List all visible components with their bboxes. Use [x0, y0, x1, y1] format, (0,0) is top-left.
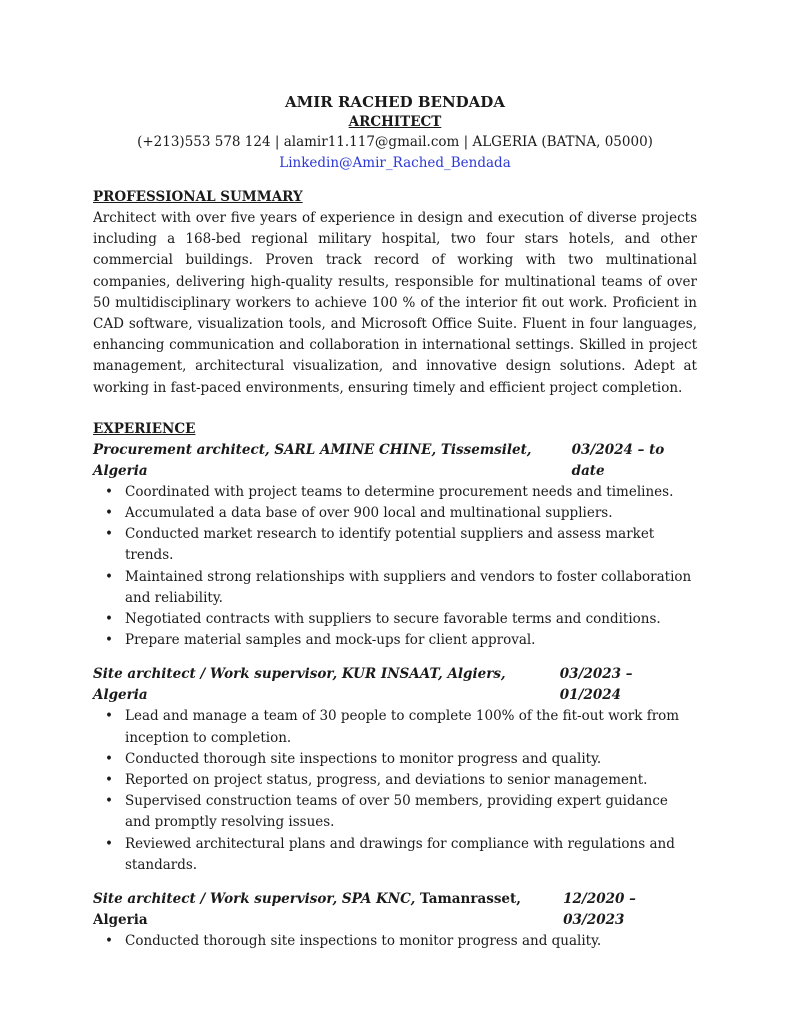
job-entry [93, 440, 697, 652]
candidate-name: AMIR RACHED BENDADA [285, 93, 505, 111]
list-item: • Accumulated a data base of over 900 local and multinational suppliers. [125, 503, 697, 524]
job-dates: 12/2020 – 03/2023 [563, 891, 636, 929]
resume-header [93, 92, 697, 174]
job-title: ARCHITECT [348, 114, 442, 130]
summary-text: Architect with over five years of experience in design and execution of diverse projects including a 168-bed regional military hospital, two four stars hotels, and other commercial buildings. Proven track record of working with two multinational companies, delivering high-quality results, responsible for multinational teams of over 50 multidisciplinary workers to achieve 100 % of the interior fit out work. Proficient in CAD software, visualization tools, and Microsoft Office Suite. Fluent in four languages, enhancing communication and collaboration in international settings. Skilled in project management, architectural visualization, and innovative design solutions. Adept at working in fast-paced environments, ensuring timely and efficient project completion. [93, 210, 697, 396]
job-dates: 03/2023 – 01/2024 [559, 666, 633, 704]
list-item: • Supervised construction teams of over 50 members, providing expert guidance and promptly resolving issues. [125, 791, 697, 833]
list-item: • Lead and manage a team of 30 people to complete 100% of the fit-out work from inception to completion. [125, 706, 697, 748]
summary-section [93, 187, 697, 399]
job-bullets [93, 706, 697, 876]
job-header [93, 889, 697, 931]
resume-page [93, 92, 697, 952]
list-item: • Conducted market research to identify potential suppliers and assess market trends. [125, 524, 697, 566]
job-role-company: Site architect / Work supervisor, KUR INSAAT, Algiers, Algeria [93, 666, 506, 704]
contact-line: (+213)553 578 124 | alamir11.117@gmail.com | ALGERIA (BATNA, 05000) [137, 134, 653, 150]
job-dates: 03/2024 – to date [571, 441, 665, 479]
job-entry [93, 889, 697, 952]
list-item: • Conducted thorough site inspections to monitor progress and quality. [125, 931, 697, 952]
job-header [93, 664, 697, 706]
list-item: • Reported on project status, progress, and deviations to senior management. [125, 770, 697, 791]
job-bullets [93, 482, 697, 652]
list-item: • Maintained strong relationships with suppliers and vendors to foster collaboration and reliability. [125, 567, 697, 609]
linkedin-link[interactable]: Linkedin@Amir_Rached_Bendada [279, 155, 511, 171]
experience-heading: EXPERIENCE [93, 420, 196, 437]
list-item: • Reviewed architectural plans and drawings for compliance with regulations and standards. [125, 834, 697, 876]
list-item: • Coordinated with project teams to determine procurement needs and timelines. [125, 482, 697, 503]
list-item: • Conducted thorough site inspections to monitor progress and quality. [125, 749, 697, 770]
list-item: • Prepare material samples and mock-ups for client approval. [125, 630, 697, 651]
job-role-company: Site architect / Work supervisor, SPA KNC, Tamanrasset, Algeria [93, 891, 521, 929]
list-item: • Negotiated contracts with suppliers to secure favorable terms and conditions. [125, 609, 697, 630]
experience-section [93, 419, 697, 952]
job-entry [93, 664, 697, 876]
job-role-company: Procurement architect, SARL AMINE CHINE, Tissemsilet, Algeria [93, 441, 532, 479]
job-header [93, 440, 697, 482]
summary-heading: PROFESSIONAL SUMMARY [93, 189, 303, 205]
job-bullets [93, 931, 697, 952]
